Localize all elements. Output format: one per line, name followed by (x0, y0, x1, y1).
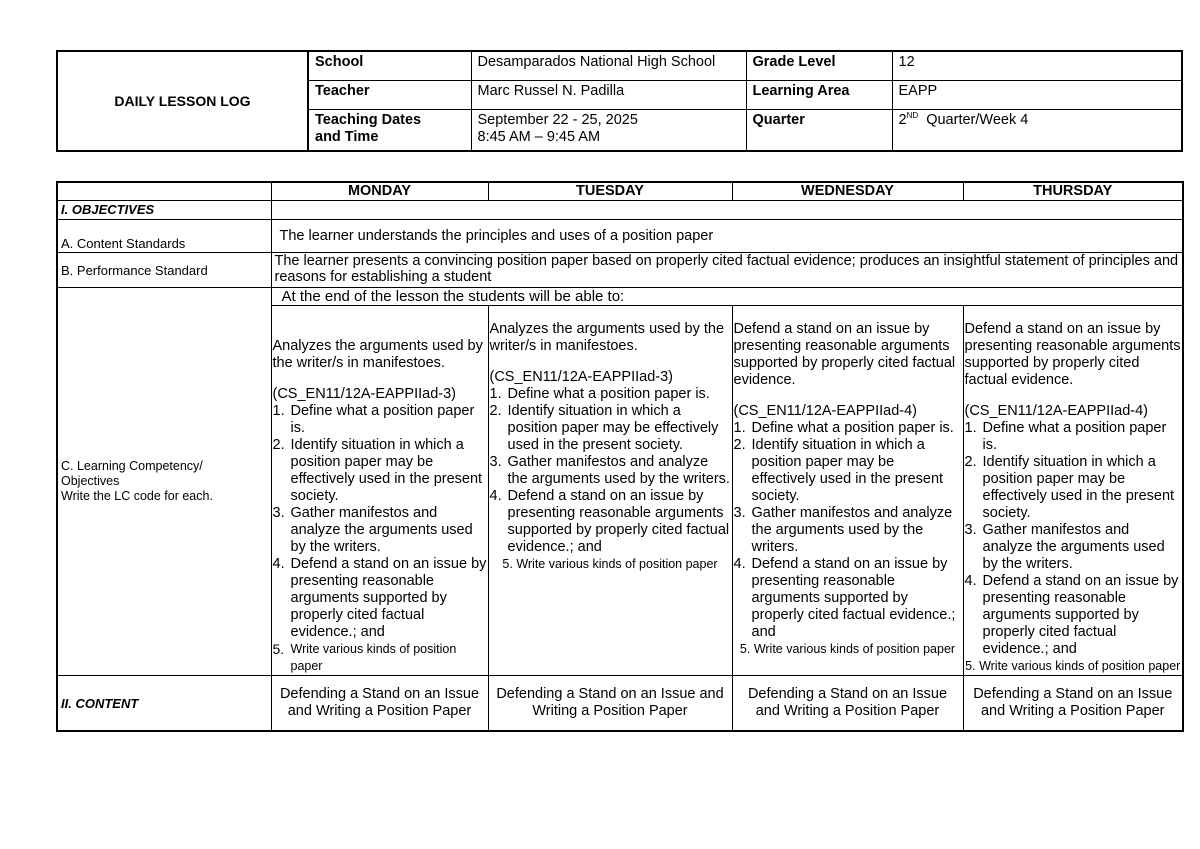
performance-label: B. Performance Standard (57, 253, 271, 288)
competency-label-line2: Objectives (61, 474, 120, 488)
dates-label-line1: Teaching Dates (315, 112, 422, 128)
teacher-value: Marc Russel N. Padilla (471, 81, 746, 110)
dates-value (471, 110, 746, 152)
objectives-monday (271, 306, 488, 676)
content-heading: II. CONTENT (57, 676, 271, 732)
school-value: Desamparados National High School (471, 51, 746, 81)
dates-label (308, 110, 471, 152)
item-number: 5. (965, 659, 980, 673)
log-title: DAILY LESSON LOG (57, 51, 308, 151)
content-tuesday: Defending a Stand on an Issue and Writing a Position Paper (488, 676, 732, 732)
objective-intro: Analyzes the arguments used by the writer/s in manifestoes. (489, 320, 725, 354)
dates-label-line2: and Time (315, 129, 379, 145)
list-item: 5. Write various kinds of position paper (502, 557, 718, 571)
list-item: 1. Define what a position paper is. (964, 420, 1167, 453)
competency-label-line1: C. Learning Competency/ (61, 459, 203, 473)
objective-list (490, 386, 731, 572)
lc-code: (CS_EN11/12A-EAPPIIad-4) (733, 403, 917, 419)
area-value: EAPP (892, 81, 1182, 110)
grade-value: 12 (892, 51, 1182, 81)
list-item: 2. Identify situation in which a position paper may be effectively used in the present society. (489, 403, 719, 453)
content-standards-label: A. Content Standards (57, 220, 271, 253)
list-item: 4. Defend a stand on an issue by presenting reasonable arguments supported by properly cited factual evidence.; and (489, 488, 730, 555)
content-monday: Defending a Stand on an Issue and Writing a Position Paper (271, 676, 488, 732)
list-item: 2. Identify situation in which a position paper may be effectively used in the present society. (964, 454, 1175, 521)
competency-label-line3: Write the LC code for each. (61, 489, 213, 503)
list-item: 4. Defend a stand on an issue by presenting reasonable arguments supported by properly cited factual evidence.; and (733, 556, 956, 640)
quarter-sup: ND (906, 111, 919, 121)
list-item: 3. Gather manifestos and analyze the arguments used by the writers. (272, 505, 473, 555)
objective-list (734, 420, 962, 657)
list-item: 1. Define what a position paper is. (489, 386, 710, 402)
list-item: 4. Defend a stand on an issue by presenting reasonable arguments supported by properly cited factual evidence.; and (272, 556, 487, 640)
objective-intro: Analyzes the arguments used by the writer/s in manifestoes. (272, 337, 483, 371)
list-item: 2. Identify situation in which a position paper may be effectively used in the present society. (733, 437, 944, 504)
day-header-tuesday: TUESDAY (488, 182, 732, 201)
list-item: 5. Write various kinds of position paper (965, 659, 1181, 673)
objectives-heading: I. OBJECTIVES (57, 201, 271, 220)
list-item: 3. Gather manifestos and analyze the arguments used by the writers. (489, 454, 730, 487)
performance-text: The learner presents a convincing position paper based on properly cited factual evidence; produces an insightful statement of principles and reasons for establishing a student (271, 253, 1183, 288)
school-label: School (308, 51, 471, 81)
content-wednesday: Defending a Stand on an Issue and Writing a Position Paper (732, 676, 963, 732)
day-header-monday: MONDAY (271, 182, 488, 201)
objectives-tuesday (488, 306, 732, 676)
corner-cell (57, 182, 271, 201)
lc-code: (CS_EN11/12A-EAPPIIad-3) (489, 369, 673, 385)
objective-list (965, 420, 1182, 674)
day-header-thursday: THURSDAY (963, 182, 1183, 201)
dates-value-line2: 8:45 AM – 9:45 AM (477, 129, 601, 145)
quarter-num: 2 (898, 112, 907, 128)
day-header-wednesday: WEDNESDAY (732, 182, 963, 201)
objective-intro: Defend a stand on an issue by presenting reasonable arguments supported by properly cited factual evidence. (733, 320, 956, 388)
competency-label (57, 288, 271, 676)
dates-value-line1: September 22 - 25, 2025 (477, 112, 638, 128)
area-label: Learning Area (746, 81, 892, 110)
quarter-value (892, 110, 1182, 152)
content-standards-text: The learner understands the principles and uses of a position paper (271, 220, 1183, 253)
list-item: 4. Defend a stand on an issue by presenting reasonable arguments supported by properly cited factual evidence.; and (964, 573, 1179, 657)
competency-intro: At the end of the lesson the students will be able to: (271, 288, 1183, 306)
list-item: 1. Define what a position paper is. (733, 420, 954, 436)
list-item: 5. Write various kinds of position paper (739, 642, 956, 656)
quarter-rest: Quarter/Week 4 (926, 112, 1029, 128)
grade-label: Grade Level (746, 51, 892, 81)
list-item: 5. Write various kinds of position paper (272, 641, 457, 673)
header-table (56, 50, 1183, 152)
objectives-wednesday (732, 306, 963, 676)
quarter-label: Quarter (746, 110, 892, 152)
teacher-label: Teacher (308, 81, 471, 110)
list-item: 3. Gather manifestos and analyze the arguments used by the writers. (964, 522, 1165, 572)
objectives-blank (271, 201, 1183, 220)
item-number: 5. (502, 557, 517, 571)
lesson-table (56, 181, 1184, 732)
objective-list (273, 403, 487, 675)
lc-code: (CS_EN11/12A-EAPPIIad-4) (964, 403, 1148, 419)
item-number: 5. (739, 642, 754, 656)
list-item: 1. Define what a position paper is. (272, 403, 475, 436)
list-item: 2. Identify situation in which a position paper may be effectively used in the present society. (272, 437, 483, 504)
lc-code: (CS_EN11/12A-EAPPIIad-3) (272, 386, 456, 402)
content-thursday: Defending a Stand on an Issue and Writing a Position Paper (963, 676, 1183, 732)
objectives-thursday (963, 306, 1183, 676)
list-item: 3. Gather manifestos and analyze the arguments used by the writers. (733, 505, 953, 555)
objective-intro: Defend a stand on an issue by presenting reasonable arguments supported by properly cited factual evidence. (964, 320, 1181, 388)
